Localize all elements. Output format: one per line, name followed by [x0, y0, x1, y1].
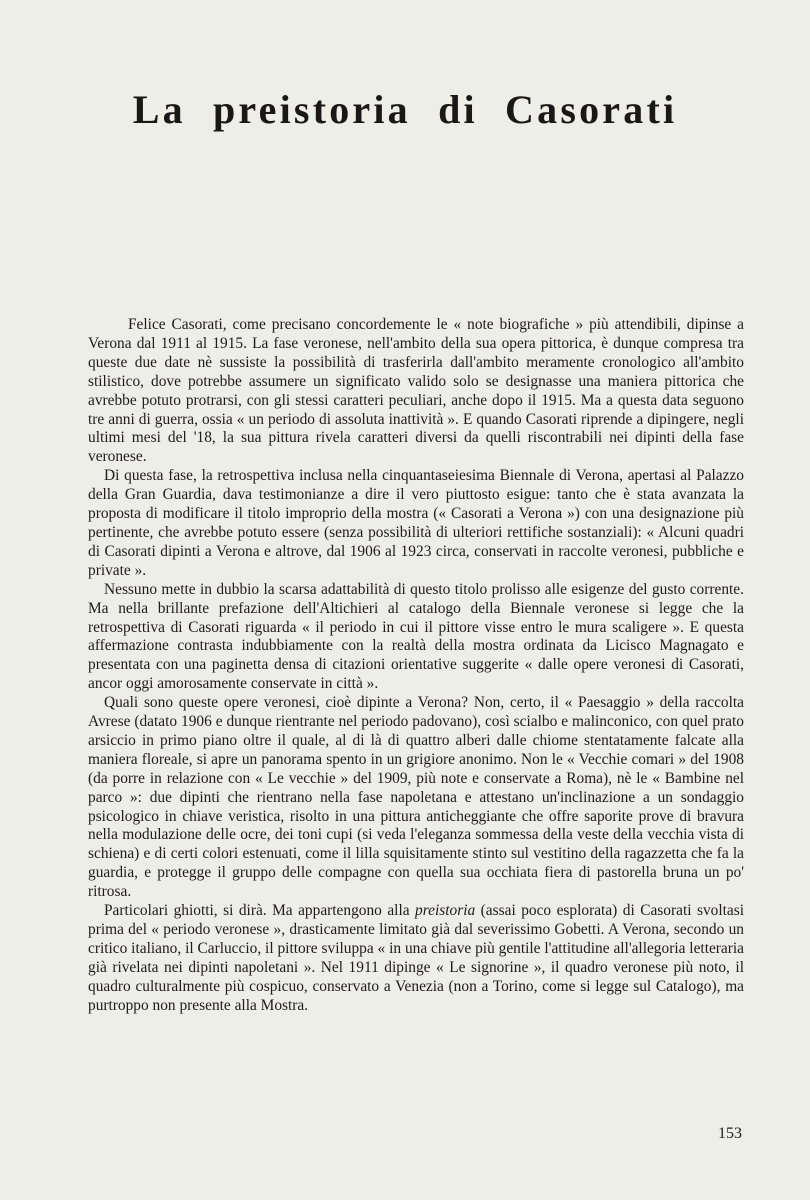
- emphasis-text: preistoria: [415, 902, 476, 920]
- paragraph: [88, 902, 744, 1015]
- paragraph: Felice Casorati, come precisano concordemente le « note biografiche » più attendibili, dipinse a Verona dal 1911 al 1915. La fase veronese, nell'ambito della sua opera pittorica, è dunque compresa tra queste due date nè sussiste la possibilità di trasferirla dall'ambito meramente cronologico all'ambito stilistico, dove potrebbe assumere un significato valido solo se designasse una maniera pittorica che avrebbe potuto protrarsi, con gli stessi caratteri peculiari, anche dopo il 1915. Ma a questa data seguono tre anni di guerra, ossia « un periodo di assoluta inattività ». E quando Casorati riprende a dipingere, negli ultimi mesi del '18, la sua pittura rivela caratteri diversi da quelli riscontrabili nei dipinti della fase veronese.: [88, 316, 744, 466]
- paragraph-text: (assai poco esplorata) di Casorati svoltasi prima del « periodo veronese », drasticamente limitato già dal severissimo Gobetti. A Verona, secondo un critico italiano, il Carluccio, il pittore sviluppa « in una chiave più gentile l'attitudine all'allegoria letteraria già rivelata nei dipinti napoletani ». Nel 1911 dipinge « Le signorine », il quadro veronese più noto, il quadro culturalmente più cospicuo, conservato a Venezia (non a Torino, come si legge sul Catalogo), ma purtroppo non presente alla Mostra.: [88, 902, 745, 1014]
- paragraph: Quali sono queste opere veronesi, cioè dipinte a Verona? Non, certo, il « Paesaggio » della raccolta Avrese (datato 1906 e dunque rientrante nel periodo padovano), così scialbo e malinconico, con quel prato arsiccio in primo piano oltre il quale, al di là di quattro alberi dalle chiome stentatamente falcate alla maniera floreale, si apre un panorama spento in un grigiore anonimo. Non le « Vecchie comari » del 1908 (da porre in relazione con « Le vecchie » del 1909, più note e conservate a Roma), nè le « Bambine nel parco »: due dipinti che rientrano nella fase napoletana e attestano un'inclinazione a un sondaggio psicologico in chiave veristica, risolto in una pittura anticheggiante che offre saporite prove di bravura nella modulazione delle ocre, dei toni cupi (si veda l'eleganza sommessa della veste della vecchia vista di schiena) e di certi colori estenuati, come il lilla squisitamente stinto sul vestitino della ragazzetta che fa la guardia, e protegge il gruppo delle compagne con quella sua occhiata fiera di pastorella bruna un po' ritrosa.: [88, 694, 744, 901]
- article-title: La preistoria di Casorati: [132, 87, 678, 132]
- article-body: [88, 316, 744, 1016]
- paragraph: Nessuno mette in dubbio la scarsa adattabilità di questo titolo prolisso alle esigenze del gusto corrente. Ma nella brillante prefazione dell'Altichieri al catalogo della Biennale veronese si legge che la retrospettiva di Casorati riguarda « il periodo in cui il pittore visse entro le mura scaligere ». E questa affermazione contrasta indubbiamente con la realtà della mostra ordinata da Licisco Magnagato e presentata con una paginetta densa di citazioni orientative suggerite « dalle opere veronesi di Casorati, ancor oggi amorosamente conservate in città ».: [88, 580, 744, 693]
- paragraph-text: Particolari ghiotti, si dirà. Ma appartengono alla: [104, 902, 416, 920]
- page-number: 153: [718, 1125, 742, 1142]
- paragraph: Di questa fase, la retrospettiva inclusa nella cinquantaseiesima Biennale di Verona, apertasi al Palazzo della Gran Guardia, dava testimonianze a dire il vero piuttosto esigue: tanto che è stata avanzata la proposta di modificare il titolo improprio della mostra (« Casorati a Verona ») con una designazione più pertinente, che avrebbe potuto essere (senza possibilità di ulteriori rettifiche sostanziali): « Alcuni quadri di Casorati dipinti a Verona e altrove, dal 1906 al 1923 circa, conservati in raccolte veronesi, pubbliche e private ».: [88, 467, 744, 579]
